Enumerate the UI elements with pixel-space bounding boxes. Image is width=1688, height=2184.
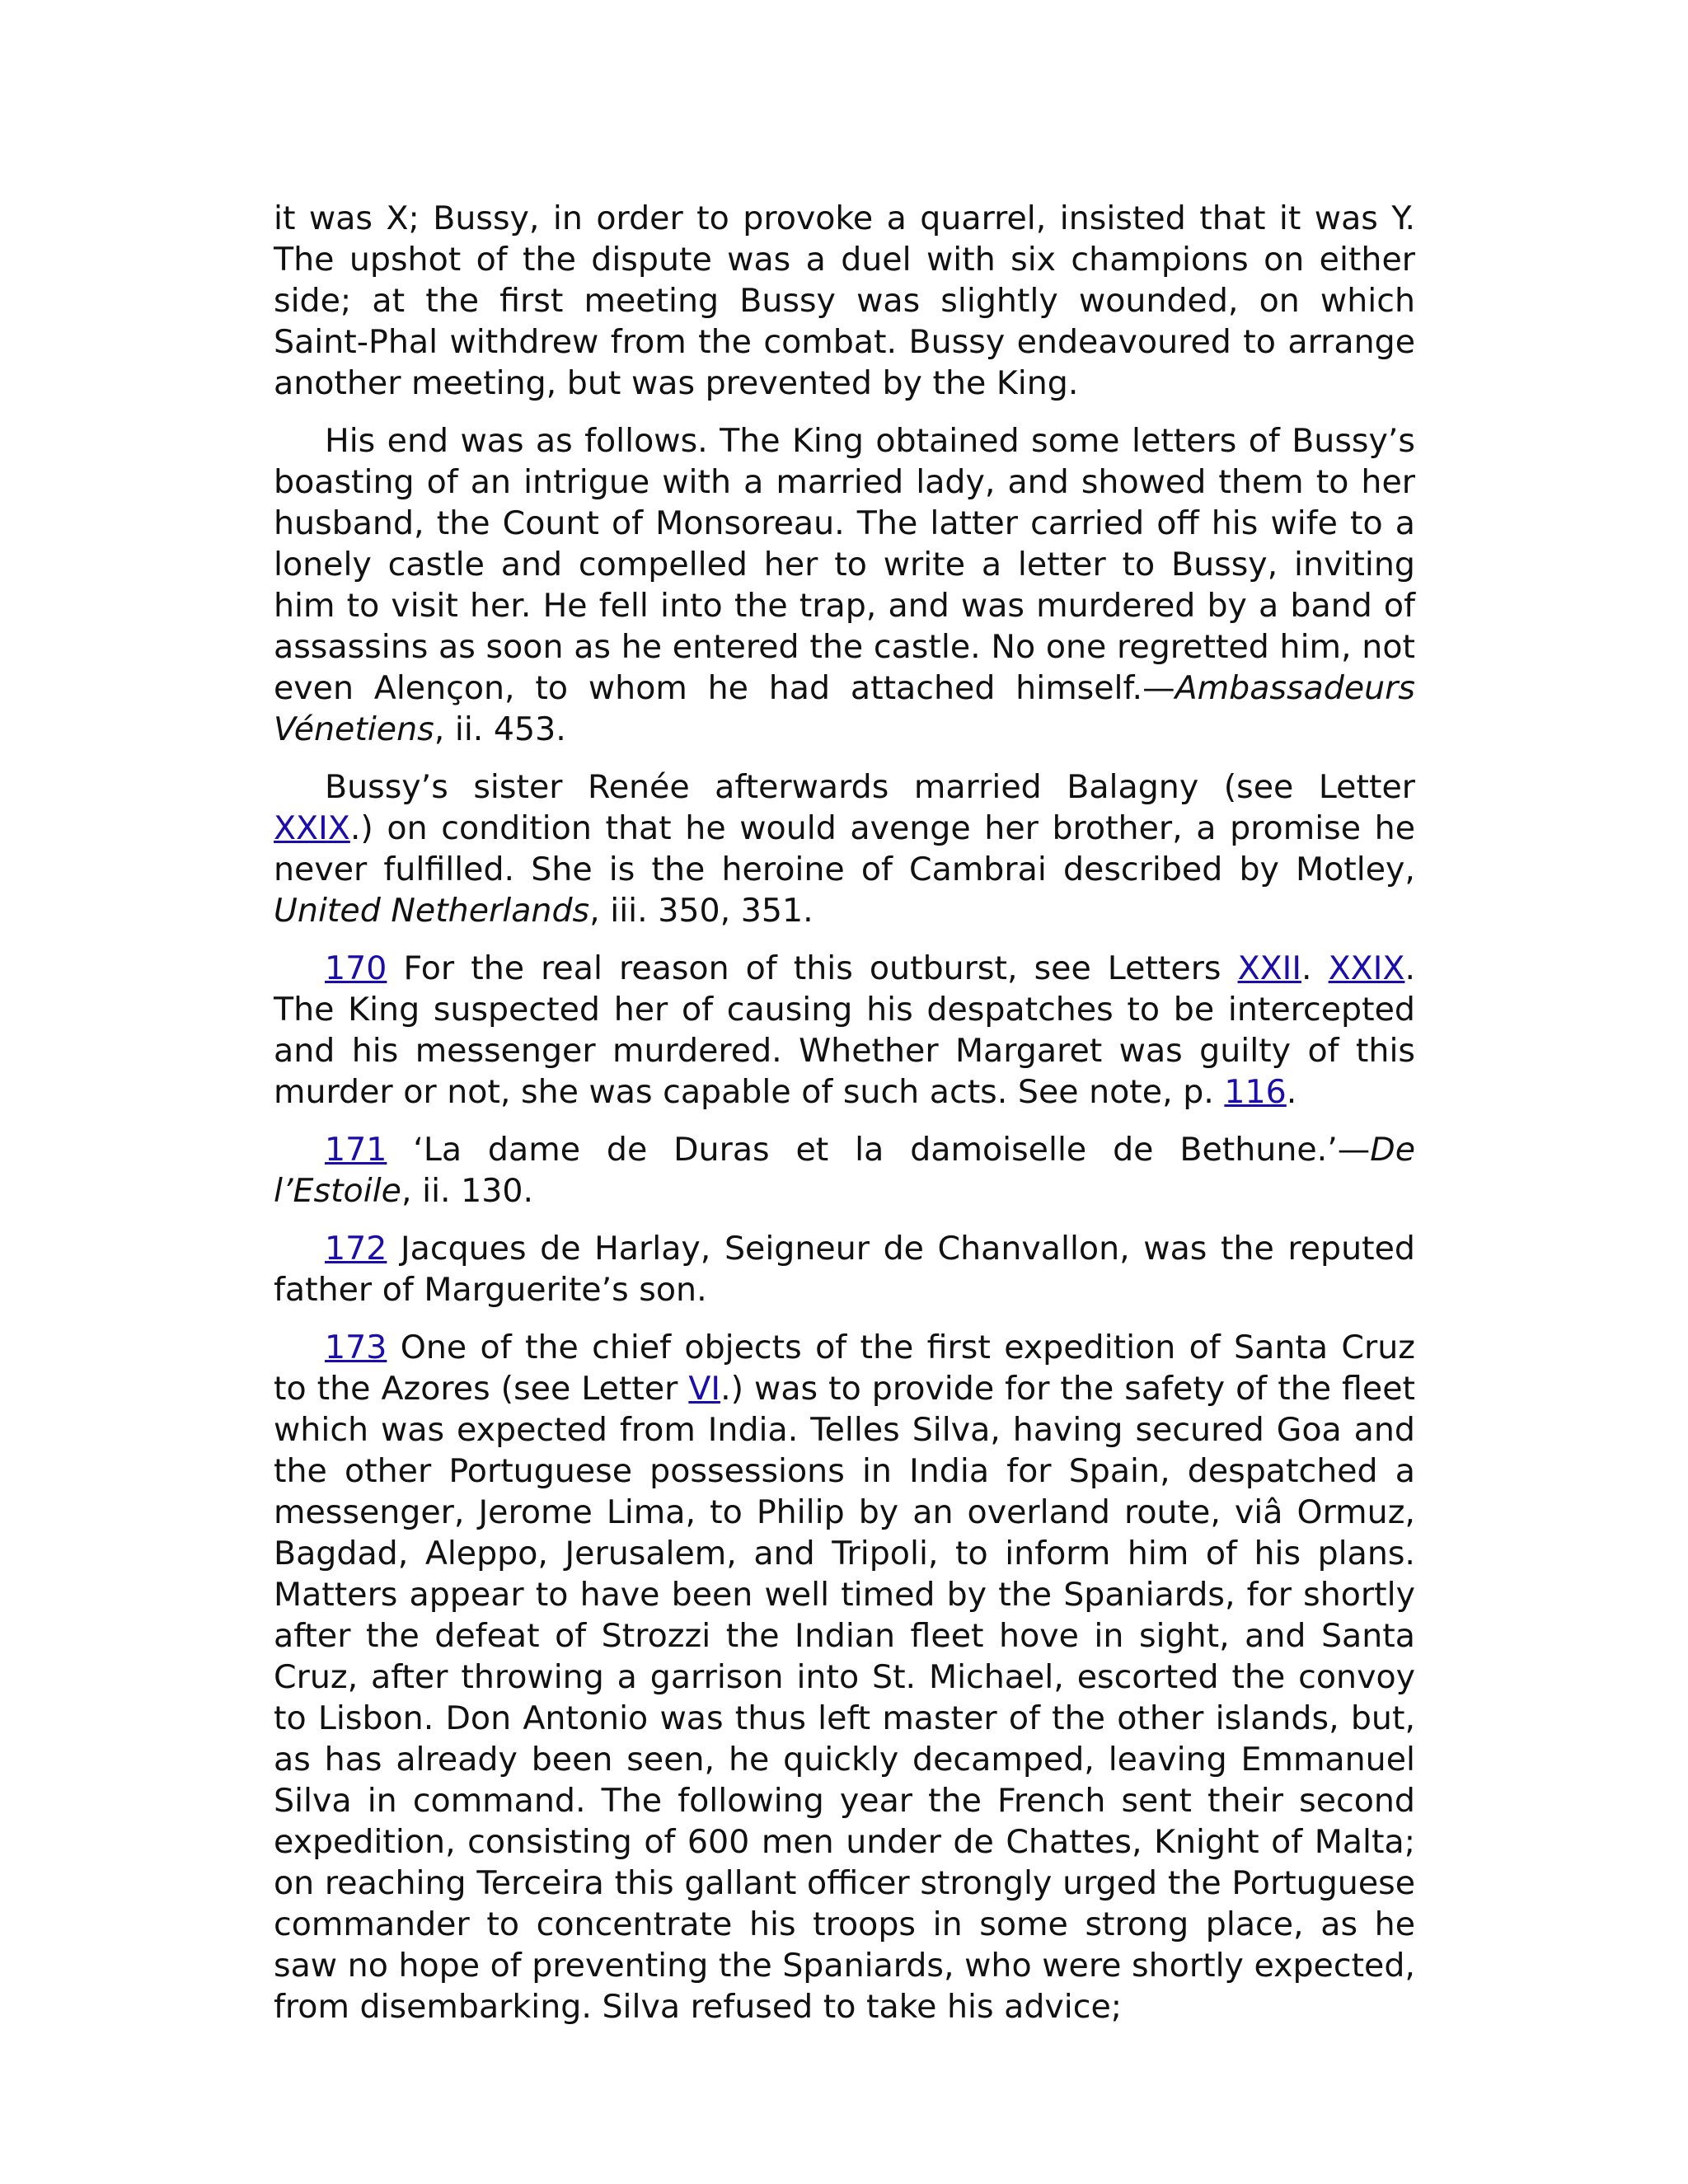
- paragraph-text: His end was as follows. The King obtained some letters of Bussy’s boasting of an intrigue with a married lady, and showed them to her husband, the Count of Monsoreau. The latter carried off his wife to a lonely castle and compelled her to write a letter to Bussy, inviting him to visit her. He fell into the trap, and was murdered by a band of assassins as soon as he entered the castle. No one regretted him, not even Alençon, to whom he had attached himself.—: [274, 422, 1415, 707]
- paragraph-text: Bussy’s sister Renée afterwards married Balagny (see Letter: [325, 768, 1415, 806]
- letter-link-xxix[interactable]: XXIX: [274, 809, 350, 847]
- footnote-170: [274, 948, 1415, 1113]
- footnote-text: . The King suspected her of causing his despatches to be intercepted and his messenger murdered. Whether Margaret was guilty of this murder or not, she was capable of such acts. See note, p.: [274, 949, 1415, 1111]
- citation-tail: , ii. 453.: [434, 710, 566, 748]
- link-separator: .: [1301, 949, 1329, 987]
- footnote-text: For the real reason of this outburst, see Letters: [387, 949, 1238, 987]
- paragraph-text: .) on condition that he would avenge her brother, a promise he never fulfilled. She is the heroine of Cambrai described by Motley,: [274, 809, 1415, 888]
- paragraph-bussy-end: [274, 420, 1415, 750]
- footnote-tail: .: [1286, 1073, 1297, 1111]
- citation: Ambassadeurs Vénetiens: [274, 669, 1415, 748]
- page-link-116[interactable]: 116: [1224, 1073, 1287, 1111]
- footnote-172: [274, 1228, 1415, 1310]
- footnote-number-link[interactable]: 170: [325, 949, 387, 987]
- footnote-number-link[interactable]: 173: [325, 1329, 387, 1366]
- footnote-number-link[interactable]: 172: [325, 1230, 387, 1268]
- footnote-173: [274, 1327, 1415, 2027]
- letter-link-vi[interactable]: VI: [688, 1370, 721, 1408]
- paragraph-text: it was X; Bussy, in order to provoke a quarrel, insisted that it was Y. The upshot of the dispute was a duel with six champions on either side; at the first meeting Bussy was slightly wounded, on which Saint-Phal withdrew from the combat. Bussy endeavoured to arrange another meeting, but was prevented by the King.: [274, 199, 1415, 402]
- footnote-text: One of the chief objects of the first expedition of Santa Cruz to the Azores (see Letter: [274, 1329, 1415, 1408]
- citation-tail: , ii. 130.: [401, 1172, 534, 1210]
- footnote-171: [274, 1129, 1415, 1212]
- document-page: [274, 198, 1415, 2044]
- paragraph-bussy-sister: [274, 766, 1415, 931]
- footnote-text: .) was to provide for the safety of the fleet which was expected from India. Telles Silva, having secured Goa and the other Portuguese possessions in India for Spain, despatched a messenger, Jerome Lima, to Philip by an overland route, viâ Ormuz, Bagdad, Aleppo, Jerusalem, and Tripoli, to inform him of his plans. Matters appear to have been well timed by the Spaniards, for shortly after the defeat of Strozzi the Indian fleet hove in sight, and Santa Cruz, after throwing a garrison into St. Michael, escorted the convoy to Lisbon. Don Antonio was thus left master of the other islands, but, as has already been seen, he quickly decamped, leaving Emmanuel Silva in command. The following year the French sent their second expedition, consisting of 600 men under de Chattes, Knight of Malta; on reaching Terceira this gallant officer strongly urged the Portuguese commander to concentrate his troops in some strong place, as he saw no hope of preventing the Spaniards, who were shortly expected, from disembarking. Silva refused to take his advice;: [274, 1370, 1415, 2026]
- citation-tail: , iii. 350, 351.: [589, 892, 814, 930]
- letter-link-xxii[interactable]: XXII: [1237, 949, 1301, 987]
- letter-link-xxix[interactable]: XXIX: [1328, 949, 1405, 987]
- footnote-text: ‘La dame de Duras et la damoiselle de Bethune.’—: [387, 1131, 1371, 1169]
- citation: De l’Estoile: [274, 1131, 1415, 1210]
- footnote-text: Jacques de Harlay, Seigneur de Chanvallon, was the reputed father of Marguerite’s son.: [274, 1230, 1415, 1309]
- paragraph-bussy-duel: [274, 198, 1415, 404]
- citation: United Netherlands: [274, 892, 590, 930]
- footnote-number-link[interactable]: 171: [325, 1131, 387, 1169]
